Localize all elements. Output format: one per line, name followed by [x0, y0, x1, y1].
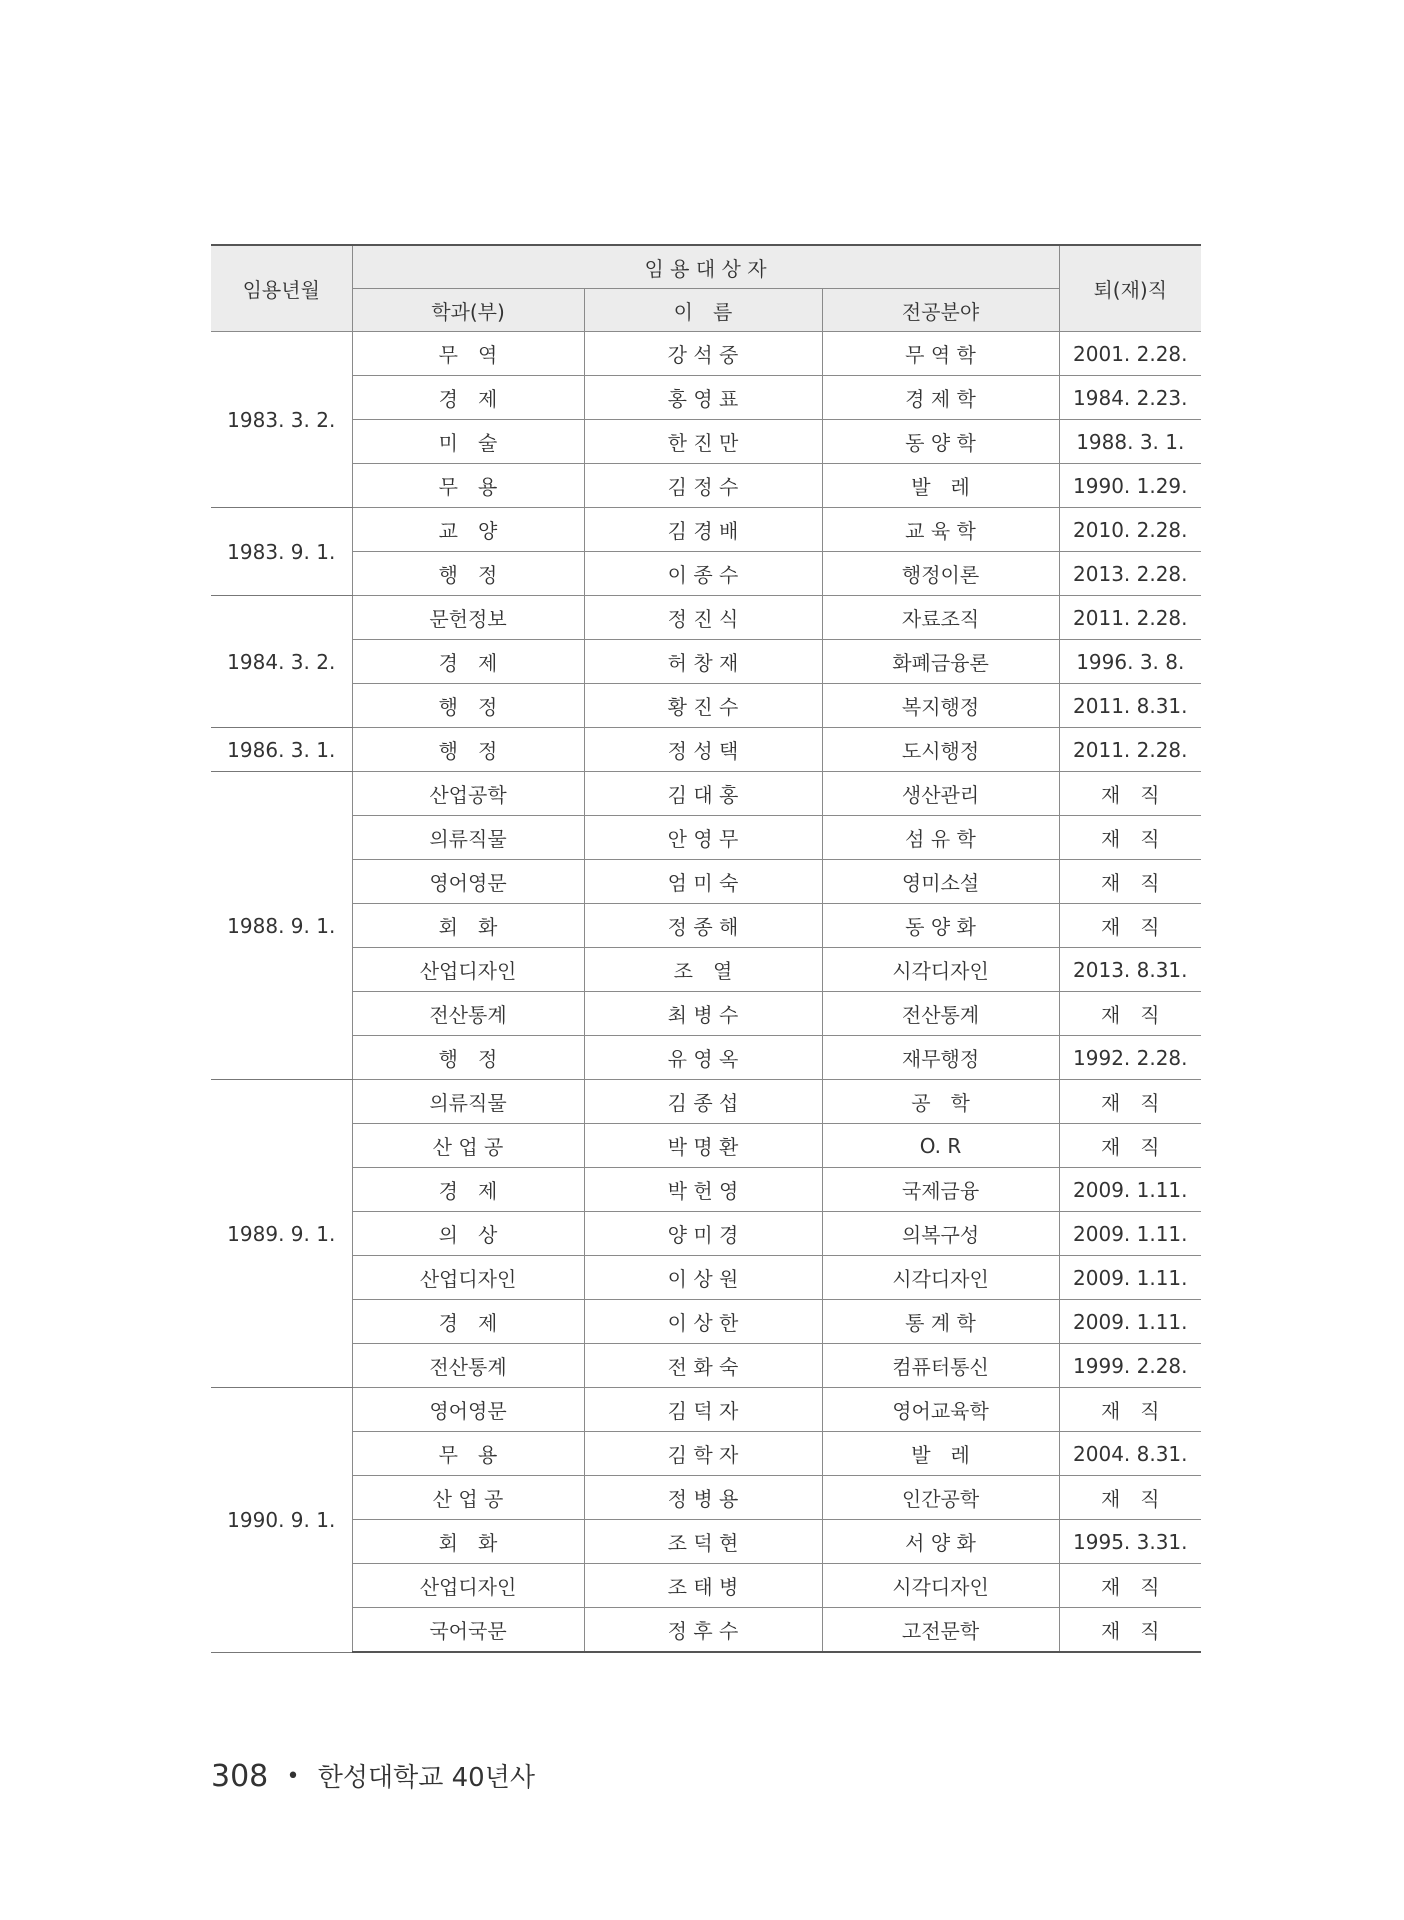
department-cell: 의류직물	[352, 816, 584, 860]
major-cell: 공 학	[822, 1080, 1059, 1124]
table-row	[211, 1564, 1201, 1608]
status-cell: 1990. 1.29.	[1059, 464, 1201, 508]
name-cell: 조 덕 현	[584, 1520, 822, 1564]
department-cell: 무 역	[352, 332, 584, 376]
table-row	[211, 1476, 1201, 1520]
table-row	[211, 904, 1201, 948]
name-cell: 이 상 원	[584, 1256, 822, 1300]
table-row	[211, 596, 1201, 640]
name-cell: 정 병 용	[584, 1476, 822, 1520]
major-cell: 통 계 학	[822, 1300, 1059, 1344]
table-row	[211, 1256, 1201, 1300]
name-cell: 정 진 식	[584, 596, 822, 640]
major-cell: 의복구성	[822, 1212, 1059, 1256]
table-row	[211, 1344, 1201, 1388]
department-cell: 경 제	[352, 640, 584, 684]
appointment-date-cell: 1989. 9. 1.	[211, 1080, 352, 1388]
department-cell: 영어영문	[352, 860, 584, 904]
table-row	[211, 1432, 1201, 1476]
name-cell: 안 영 무	[584, 816, 822, 860]
status-cell: 2009. 1.11.	[1059, 1168, 1201, 1212]
table-row	[211, 860, 1201, 904]
major-cell: 동 양 화	[822, 904, 1059, 948]
major-cell: 컴퓨터통신	[822, 1344, 1059, 1388]
table-row	[211, 420, 1201, 464]
major-cell: 재무행정	[822, 1036, 1059, 1080]
department-cell: 경 제	[352, 1168, 584, 1212]
status-cell: 재 직	[1059, 1080, 1201, 1124]
name-cell: 유 영 옥	[584, 1036, 822, 1080]
status-cell: 2013. 8.31.	[1059, 948, 1201, 992]
book-title: 한성대학교 40년사	[317, 1763, 535, 1793]
status-cell: 2013. 2.28.	[1059, 552, 1201, 596]
major-cell: 시각디자인	[822, 1564, 1059, 1608]
major-cell: 서 양 화	[822, 1520, 1059, 1564]
name-cell: 최 병 수	[584, 992, 822, 1036]
department-cell: 행 정	[352, 728, 584, 772]
name-cell: 김 종 섭	[584, 1080, 822, 1124]
major-cell: 시각디자인	[822, 1256, 1059, 1300]
name-cell: 조 열	[584, 948, 822, 992]
table-row	[211, 1124, 1201, 1168]
major-cell: 영어교육학	[822, 1388, 1059, 1432]
major-cell: 행정이론	[822, 552, 1059, 596]
status-cell: 2011. 2.28.	[1059, 596, 1201, 640]
department-cell: 회 화	[352, 904, 584, 948]
department-cell: 산 업 공	[352, 1124, 584, 1168]
major-cell: 인간공학	[822, 1476, 1059, 1520]
major-cell: 국제금융	[822, 1168, 1059, 1212]
department-cell: 의류직물	[352, 1080, 584, 1124]
major-cell: 자료조직	[822, 596, 1059, 640]
department-cell: 회 화	[352, 1520, 584, 1564]
department-cell: 행 정	[352, 552, 584, 596]
header-department: 학과(부)	[352, 289, 584, 332]
header-status: 퇴(재)직	[1059, 245, 1201, 332]
status-cell: 재 직	[1059, 1608, 1201, 1653]
table-row	[211, 1212, 1201, 1256]
major-cell: 생산관리	[822, 772, 1059, 816]
department-cell: 경 제	[352, 1300, 584, 1344]
table-row	[211, 376, 1201, 420]
status-cell: 1992. 2.28.	[1059, 1036, 1201, 1080]
department-cell: 무 용	[352, 1432, 584, 1476]
status-cell: 재 직	[1059, 1564, 1201, 1608]
header-major: 전공분야	[822, 289, 1059, 332]
name-cell: 정 후 수	[584, 1608, 822, 1653]
page-footer	[211, 1757, 535, 1794]
department-cell: 교 양	[352, 508, 584, 552]
name-cell: 박 명 환	[584, 1124, 822, 1168]
major-cell: 고전문학	[822, 1608, 1059, 1653]
status-cell: 재 직	[1059, 1124, 1201, 1168]
footer-separator: •	[286, 1764, 300, 1789]
name-cell: 이 상 한	[584, 1300, 822, 1344]
table-row	[211, 332, 1201, 376]
status-cell: 1999. 2.28.	[1059, 1344, 1201, 1388]
major-cell: 복지행정	[822, 684, 1059, 728]
name-cell: 엄 미 숙	[584, 860, 822, 904]
department-cell: 미 술	[352, 420, 584, 464]
department-cell: 산업디자인	[352, 1564, 584, 1608]
name-cell: 이 종 수	[584, 552, 822, 596]
major-cell: O. R	[822, 1124, 1059, 1168]
header-appointment-date: 임용년월	[211, 245, 352, 332]
major-cell: 화폐금융론	[822, 640, 1059, 684]
status-cell: 재 직	[1059, 1388, 1201, 1432]
name-cell: 김 학 자	[584, 1432, 822, 1476]
department-cell: 무 용	[352, 464, 584, 508]
name-cell: 황 진 수	[584, 684, 822, 728]
table-row	[211, 464, 1201, 508]
table-row	[211, 684, 1201, 728]
appointment-date-cell: 1990. 9. 1.	[211, 1388, 352, 1653]
department-cell: 산 업 공	[352, 1476, 584, 1520]
table-row	[211, 1608, 1201, 1653]
status-cell: 2011. 8.31.	[1059, 684, 1201, 728]
status-cell: 1996. 3. 8.	[1059, 640, 1201, 684]
department-cell: 산업공학	[352, 772, 584, 816]
name-cell: 강 석 중	[584, 332, 822, 376]
status-cell: 2009. 1.11.	[1059, 1212, 1201, 1256]
status-cell: 2011. 2.28.	[1059, 728, 1201, 772]
major-cell: 전산통계	[822, 992, 1059, 1036]
department-cell: 행 정	[352, 1036, 584, 1080]
page-number: 308	[211, 1759, 269, 1794]
header-appointees-group: 임 용 대 상 자	[352, 245, 1059, 289]
status-cell: 2010. 2.28.	[1059, 508, 1201, 552]
department-cell: 국어국문	[352, 1608, 584, 1653]
table-row	[211, 992, 1201, 1036]
table-row	[211, 728, 1201, 772]
department-cell: 산업디자인	[352, 948, 584, 992]
table-body	[211, 332, 1201, 1653]
major-cell: 동 양 학	[822, 420, 1059, 464]
department-cell: 산업디자인	[352, 1256, 584, 1300]
status-cell: 1988. 3. 1.	[1059, 420, 1201, 464]
department-cell: 경 제	[352, 376, 584, 420]
department-cell: 영어영문	[352, 1388, 584, 1432]
table-row	[211, 1520, 1201, 1564]
major-cell: 경 제 학	[822, 376, 1059, 420]
table-row	[211, 1388, 1201, 1432]
major-cell: 무 역 학	[822, 332, 1059, 376]
department-cell: 문헌정보	[352, 596, 584, 640]
department-cell: 행 정	[352, 684, 584, 728]
appointment-date-cell: 1984. 3. 2.	[211, 596, 352, 728]
table-row	[211, 1168, 1201, 1212]
status-cell: 2009. 1.11.	[1059, 1256, 1201, 1300]
appointment-date-cell: 1983. 9. 1.	[211, 508, 352, 596]
name-cell: 김 경 배	[584, 508, 822, 552]
status-cell: 재 직	[1059, 992, 1201, 1036]
name-cell: 전 화 숙	[584, 1344, 822, 1388]
name-cell: 정 성 택	[584, 728, 822, 772]
table-row	[211, 948, 1201, 992]
table-header	[211, 245, 1201, 332]
name-cell: 조 태 병	[584, 1564, 822, 1608]
status-cell: 2001. 2.28.	[1059, 332, 1201, 376]
appointment-date-cell: 1988. 9. 1.	[211, 772, 352, 1080]
table-row	[211, 1036, 1201, 1080]
major-cell: 발 레	[822, 464, 1059, 508]
status-cell: 재 직	[1059, 772, 1201, 816]
major-cell: 발 레	[822, 1432, 1059, 1476]
name-cell: 양 미 경	[584, 1212, 822, 1256]
name-cell: 허 창 재	[584, 640, 822, 684]
status-cell: 1995. 3.31.	[1059, 1520, 1201, 1564]
status-cell: 재 직	[1059, 904, 1201, 948]
major-cell: 시각디자인	[822, 948, 1059, 992]
status-cell: 1984. 2.23.	[1059, 376, 1201, 420]
status-cell: 2009. 1.11.	[1059, 1300, 1201, 1344]
table-row	[211, 1080, 1201, 1124]
status-cell: 2004. 8.31.	[1059, 1432, 1201, 1476]
name-cell: 정 종 해	[584, 904, 822, 948]
appointment-table	[211, 244, 1201, 1653]
name-cell: 박 헌 영	[584, 1168, 822, 1212]
status-cell: 재 직	[1059, 816, 1201, 860]
major-cell: 교 육 학	[822, 508, 1059, 552]
header-name: 이 름	[584, 289, 822, 332]
major-cell: 도시행정	[822, 728, 1059, 772]
table-row	[211, 552, 1201, 596]
status-cell: 재 직	[1059, 860, 1201, 904]
major-cell: 섬 유 학	[822, 816, 1059, 860]
name-cell: 한 진 만	[584, 420, 822, 464]
name-cell: 김 대 홍	[584, 772, 822, 816]
status-cell: 재 직	[1059, 1476, 1201, 1520]
department-cell: 전산통계	[352, 1344, 584, 1388]
name-cell: 김 정 수	[584, 464, 822, 508]
table-row	[211, 1300, 1201, 1344]
department-cell: 전산통계	[352, 992, 584, 1036]
table-row	[211, 772, 1201, 816]
department-cell: 의 상	[352, 1212, 584, 1256]
table-row	[211, 508, 1201, 552]
table-row	[211, 816, 1201, 860]
table-row	[211, 640, 1201, 684]
appointment-date-cell: 1986. 3. 1.	[211, 728, 352, 772]
name-cell: 홍 영 표	[584, 376, 822, 420]
major-cell: 영미소설	[822, 860, 1059, 904]
appointment-date-cell: 1983. 3. 2.	[211, 332, 352, 508]
name-cell: 김 덕 자	[584, 1388, 822, 1432]
